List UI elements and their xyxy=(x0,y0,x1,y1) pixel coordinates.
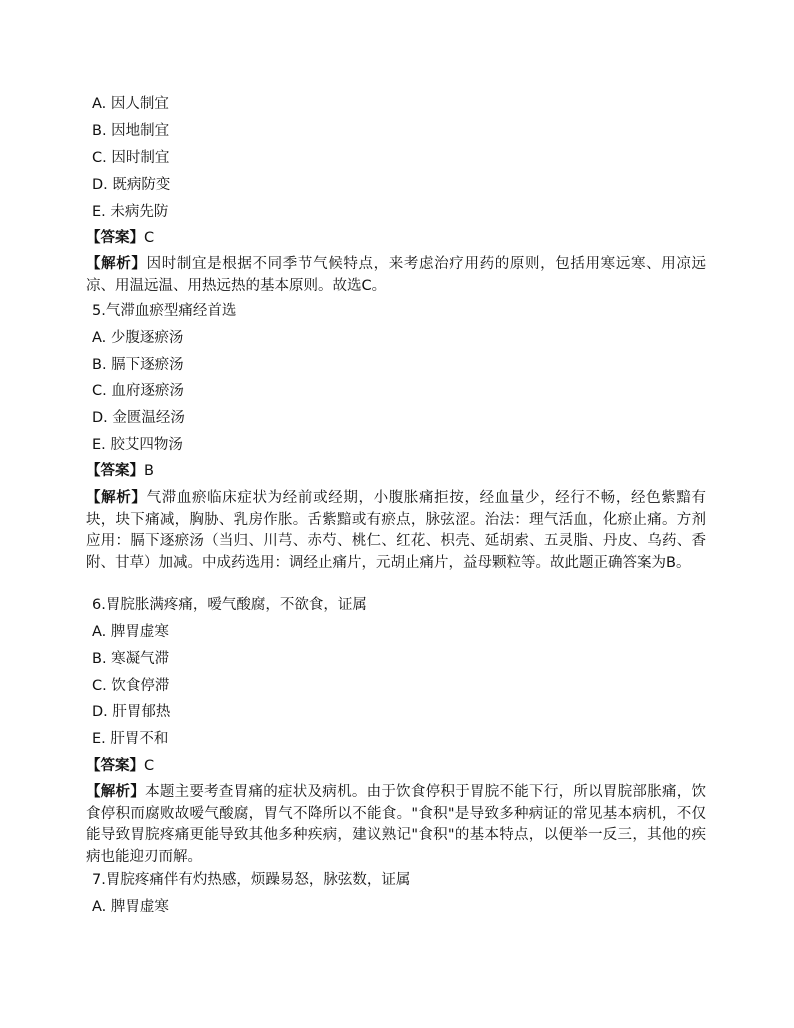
q6-option-a: A. 脾胃虚寒 xyxy=(92,624,169,640)
answer-value: B xyxy=(144,463,154,479)
answer-tag: 【答案】 xyxy=(86,758,144,774)
q7-question: 7.胃脘疼痛伴有灼热感，烦躁易怒，脉弦数，证属 xyxy=(92,872,411,888)
q6-option-e: E. 肝胃不和 xyxy=(92,731,169,747)
q7-option-a: A. 脾胃虚寒 xyxy=(92,899,169,915)
q6-option-c: C. 饮食停滞 xyxy=(92,678,170,694)
q4-option-c: C. 因时制宜 xyxy=(92,150,170,166)
q5-option-c: C. 血府逐瘀汤 xyxy=(92,383,184,399)
q6-answer xyxy=(86,756,154,776)
analysis-text: 气滞血瘀临床症状为经前或经期，小腹胀痛拒按，经血量少，经行不畅，经色紫黯有块，块下痛减，胸胁、乳房作胀。舌紫黯或有瘀点，脉弦涩。治法：理气活血，化瘀止痛。方剂应用：膈下逐瘀汤（当归、川芎、赤芍、桃仁、红花、枳壳、延胡索、五灵脂、丹皮、乌药、香附、甘草）加减。中成药选用：调经止痛片，元胡止痛片，益母颗粒等。故此题正确答案为B。 xyxy=(86,490,707,571)
q5-option-d: D. 金匮温经汤 xyxy=(92,410,185,426)
analysis-tag: 【解析】 xyxy=(86,256,147,272)
q6-analysis xyxy=(86,782,706,868)
q4-option-e: E. 未病先防 xyxy=(92,204,169,220)
q6-question: 6.胃脘胀满疼痛，嗳气酸腐，不欲食，证属 xyxy=(92,597,367,613)
q5-option-b: B. 膈下逐瘀汤 xyxy=(92,357,184,373)
analysis-tag: 【解析】 xyxy=(86,490,147,506)
q4-option-d: D. 既病防变 xyxy=(92,177,171,193)
q4-analysis xyxy=(86,254,706,297)
answer-value: C xyxy=(144,230,155,246)
q4-option-a: A. 因人制宜 xyxy=(92,96,169,112)
q5-question: 5.气滞血瘀型痛经首选 xyxy=(92,303,237,319)
analysis-text: 本题主要考查胃痛的症状及病机。由于饮食停积于胃脘不能下行，所以胃脘部胀痛，饮食停积而腐败故嗳气酸腐，胃气不降所以不能食。"食积"是导致多种病证的常见基本病机，不仅能导致胃脘疼痛更能导致其他多种疾病，建议熟记"食积"的基本特点，以便举一反三，其他的疾病也能迎刃而解。 xyxy=(86,784,707,865)
q4-answer xyxy=(86,228,154,248)
analysis-tag: 【解析】 xyxy=(86,784,146,800)
q6-option-d: D. 肝胃郁热 xyxy=(92,704,171,720)
answer-tag: 【答案】 xyxy=(86,463,144,479)
analysis-text: 因时制宜是根据不同季节气候特点，来考虑治疗用药的原则，包括用寒远寒、用凉远凉、用温远温、用热远热的基本原则。故选C。 xyxy=(86,256,707,294)
q5-option-e: E. 胶艾四物汤 xyxy=(92,437,183,453)
q4-option-b: B. 因地制宜 xyxy=(92,123,170,139)
answer-tag: 【答案】 xyxy=(86,230,144,246)
q5-option-a: A. 少腹逐瘀汤 xyxy=(92,330,184,346)
q6-option-b: B. 寒凝气滞 xyxy=(92,651,170,667)
q5-answer xyxy=(86,461,154,481)
answer-value: C xyxy=(144,758,155,774)
q5-analysis xyxy=(86,488,706,574)
